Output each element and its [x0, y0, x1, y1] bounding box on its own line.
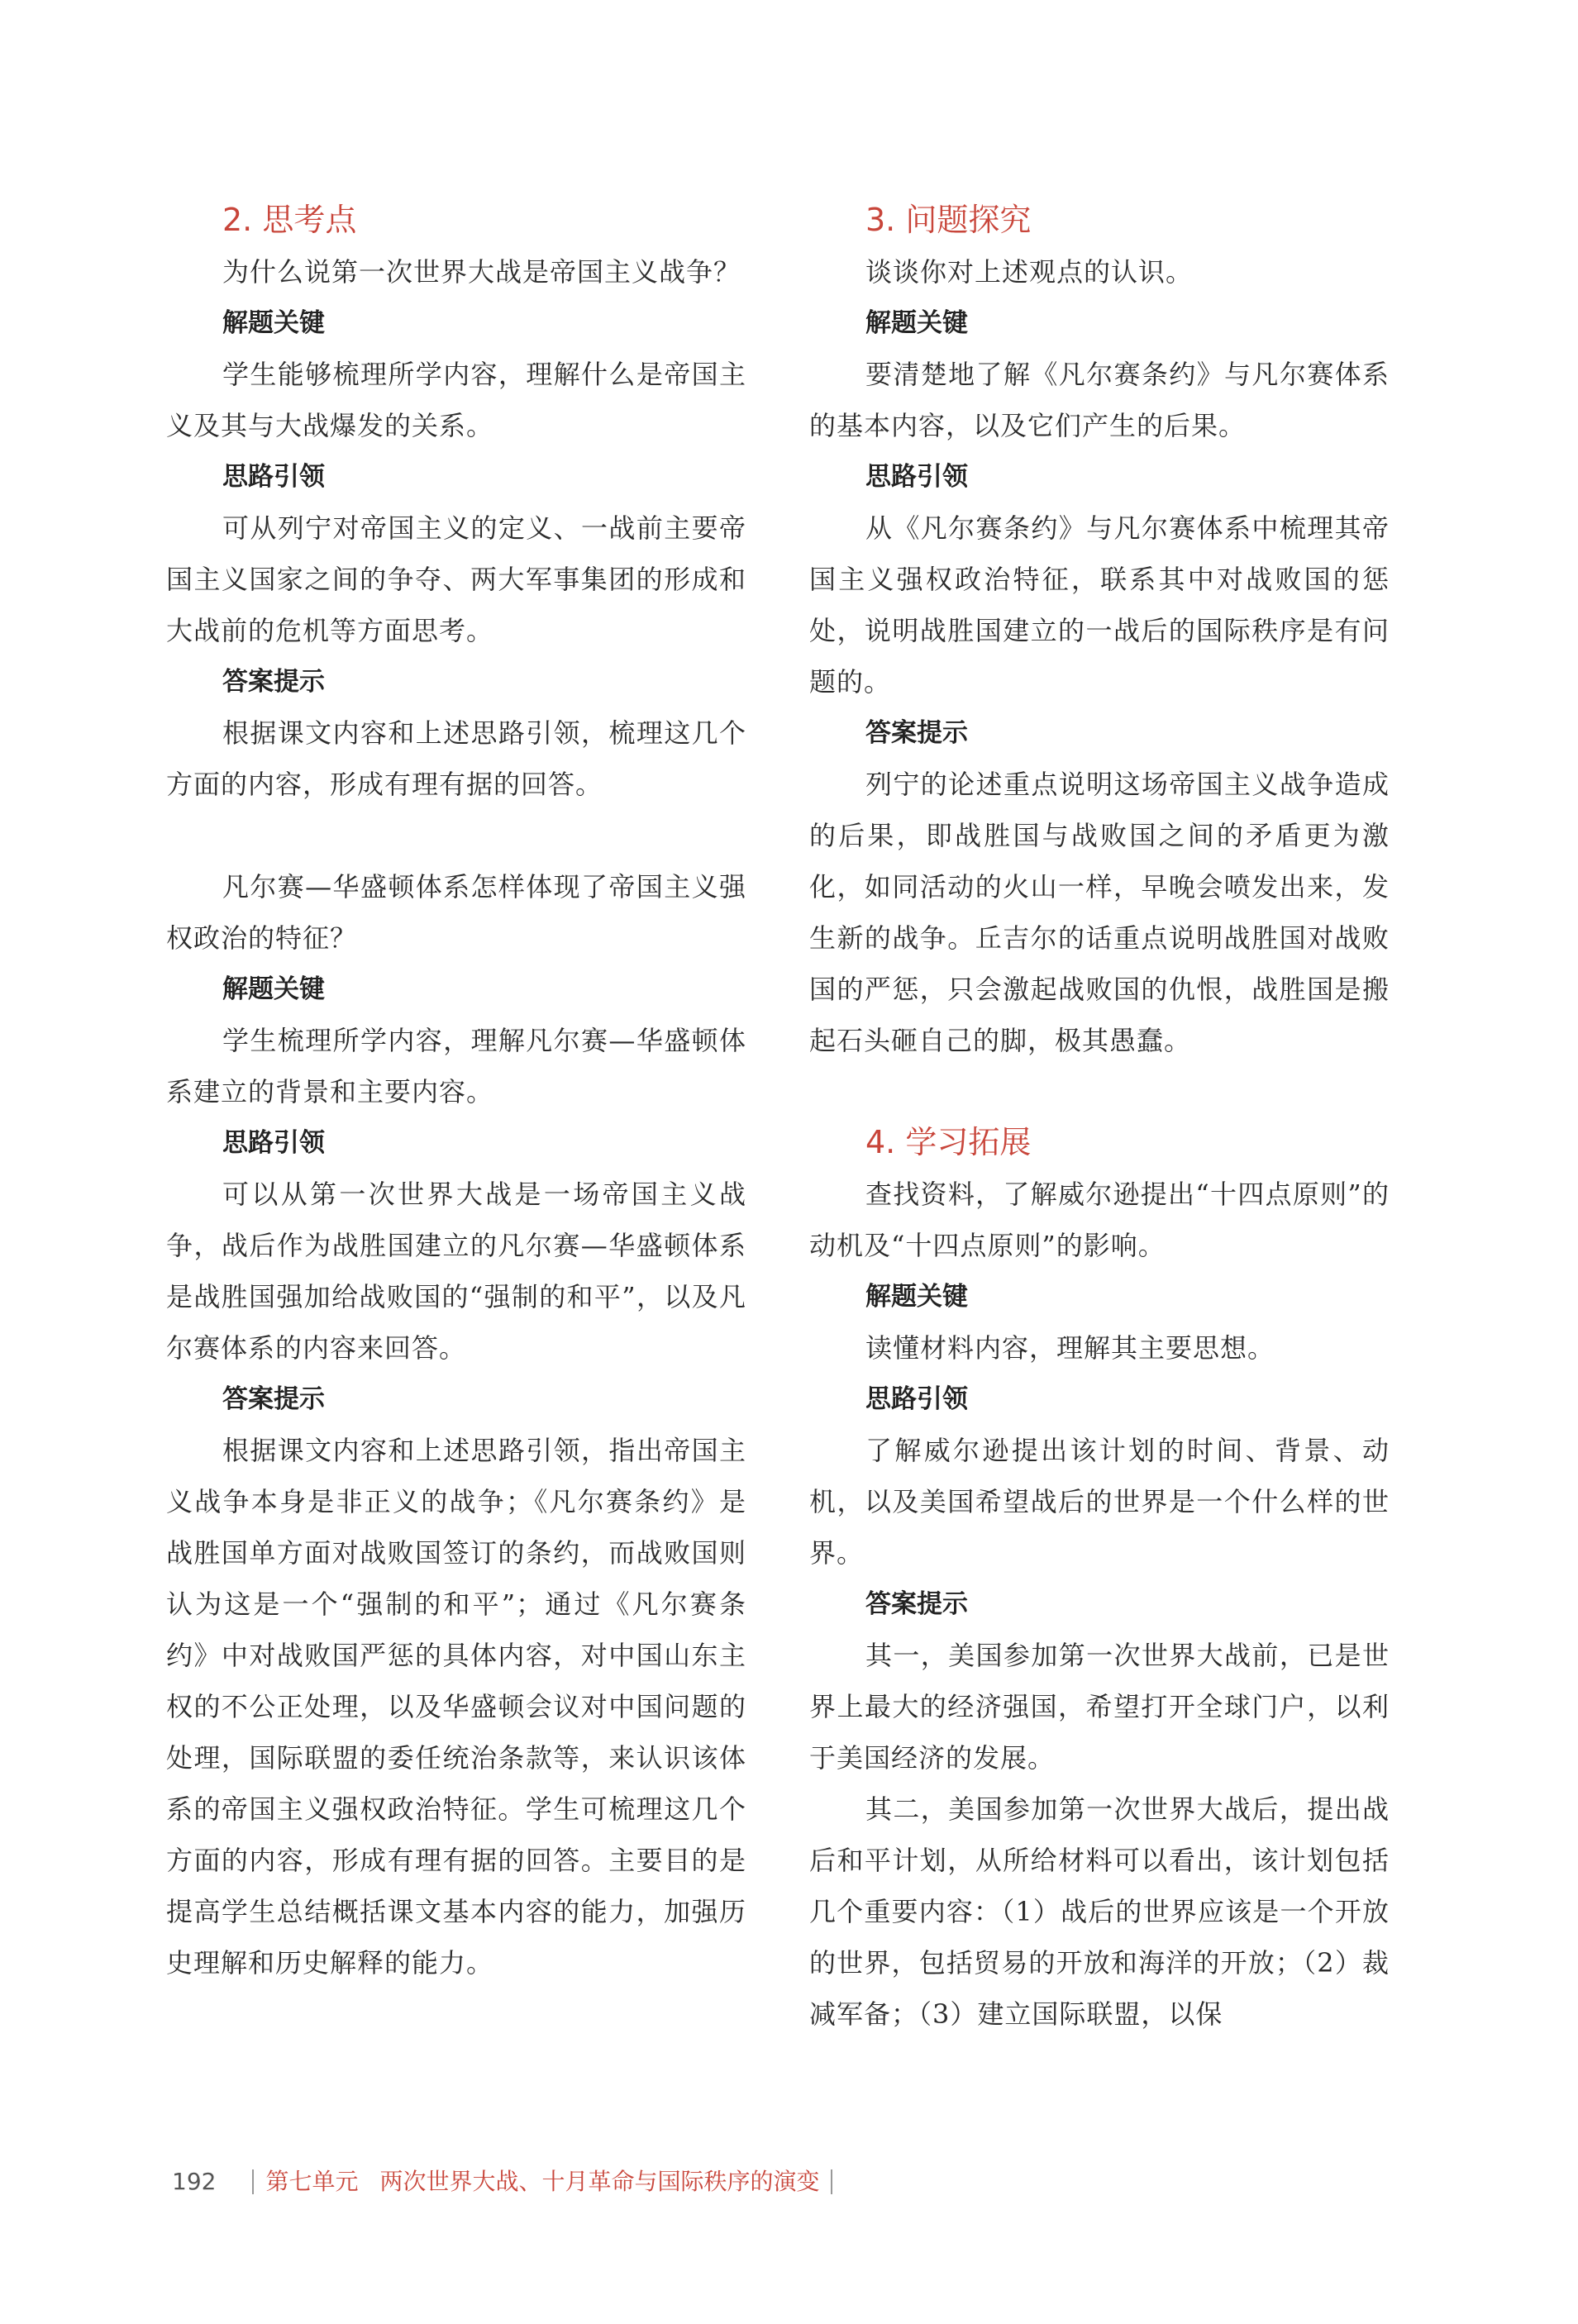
q3-guide-label: 思路引领: [865, 462, 968, 492]
left-column: [166, 195, 746, 1988]
right-column: [809, 195, 1390, 2040]
q2-hint-label: 答案提示: [222, 1384, 325, 1414]
page-number: 192: [172, 2168, 217, 2195]
page-footer: [172, 2165, 844, 2198]
q4-key-label: 解题关键: [865, 1282, 968, 1312]
q4-guide-text: 了解威尔逊提出该计划的时间、背景、动机，以及美国希望战后的世界是一个什么样的世界。: [809, 1435, 1390, 1569]
q3-hint-label: 答案提示: [865, 718, 968, 748]
q1-key-label: 解题关键: [222, 308, 325, 338]
q1-guide-label: 思路引领: [222, 462, 325, 492]
question-4: 查找资料，了解威尔逊提出“十四点原则”的动机及“十四点原则”的影响。: [809, 1179, 1390, 1261]
q2-key-label: 解题关键: [222, 974, 325, 1004]
q2-guide-text: 可以从第一次世界大战是一场帝国主义战争，战后作为战胜国建立的凡尔赛—华盛顿体系是战胜国强加给战败国的“强制的和平”，以及凡尔赛体系的内容来回答。: [166, 1179, 746, 1364]
spacer: [809, 1066, 1390, 1117]
q3-key-text: 要清楚地了解《凡尔赛条约》与凡尔赛体系的基本内容，以及它们产生的后果。: [809, 359, 1390, 441]
q4-key-text: 读懂材料内容，理解其主要思想。: [865, 1332, 1275, 1364]
footer-unit: 第七单元: [265, 2168, 359, 2195]
question-3: 谈谈你对上述观点的认识。: [865, 256, 1194, 288]
footer-divider: [252, 2169, 254, 2194]
spacer: [166, 810, 746, 861]
section-heading-extension: 4. 学习拓展: [865, 1124, 1032, 1160]
q4-hint-text-2: 其二，美国参加第一次世界大战后，提出战后和平计划，从所给材料可以看出，该计划包括几个重要内容：（1）战后的世界应该是一个开放的世界，包括贸易的开放和海洋的开放；（2）裁减军备；（3）建立国际联盟，以保: [809, 1793, 1390, 2030]
question-1: 为什么说第一次世界大战是帝国主义战争？: [222, 256, 741, 288]
q1-hint-label: 答案提示: [222, 667, 325, 697]
footer-divider: [831, 2169, 832, 2194]
q4-hint-label: 答案提示: [865, 1589, 968, 1619]
q2-hint-text: 根据课文内容和上述思路引领，指出帝国主义战争本身是非正义的战争；《凡尔赛条约》是战胜国单方面对战败国签订的条约，而战败国则认为这是一个“强制的和平”；通过《凡尔赛条约》中对战败国严惩的具体内容，对中国山东主权的不公正处理，以及华盛顿会议对中国问题的处理，国际联盟的委任统治条款等，来认识该体系的帝国主义强权政治特征。学生可梳理这几个方面的内容，形成有理有据的回答。主要目的是提高学生总结概括课文基本内容的能力，加强历史理解和历史解释的能力。: [166, 1435, 746, 1979]
q3-guide-text: 从《凡尔赛条约》与凡尔赛体系中梳理其帝国主义强权政治特征，联系其中对战败国的惩处，说明战胜国建立的一战后的国际秩序是有问题的。: [809, 512, 1390, 698]
q3-key-label: 解题关键: [865, 308, 968, 338]
footer-unit-title: 两次世界大战、十月革命与国际秩序的演变: [379, 2168, 820, 2195]
q2-guide-label: 思路引领: [222, 1128, 325, 1158]
q1-hint-text: 根据课文内容和上述思路引领，梳理这几个方面的内容，形成有理有据的回答。: [166, 717, 746, 800]
section-heading-inquiry: 3. 问题探究: [865, 202, 1032, 238]
q4-guide-label: 思路引领: [865, 1384, 968, 1414]
q1-guide-text: 可从列宁对帝国主义的定义、一战前主要帝国主义国家之间的争夺、两大军事集团的形成和大战前的危机等方面思考。: [166, 512, 746, 646]
q1-key-text: 学生能够梳理所学内容，理解什么是帝国主义及其与大战爆发的关系。: [166, 359, 746, 441]
q3-hint-text: 列宁的论述重点说明这场帝国主义战争造成的后果，即战胜国与战败国之间的矛盾更为激化，如同活动的火山一样，早晚会喷发出来，发生新的战争。丘吉尔的话重点说明战胜国对战败国的严惩，只会激起战败国的仇恨，战胜国是搬起石头砸自己的脚，极其愚蠢。: [809, 769, 1390, 1056]
q2-key-text: 学生梳理所学内容，理解凡尔赛—华盛顿体系建立的背景和主要内容。: [166, 1025, 746, 1107]
question-2: 凡尔赛—华盛顿体系怎样体现了帝国主义强权政治的特征？: [166, 871, 746, 954]
section-heading-think-points: 2. 思考点: [222, 202, 357, 238]
q4-hint-text-1: 其一，美国参加第一次世界大战前，已是世界上最大的经济强国，希望打开全球门户，以利于美国经济的发展。: [809, 1640, 1390, 1774]
